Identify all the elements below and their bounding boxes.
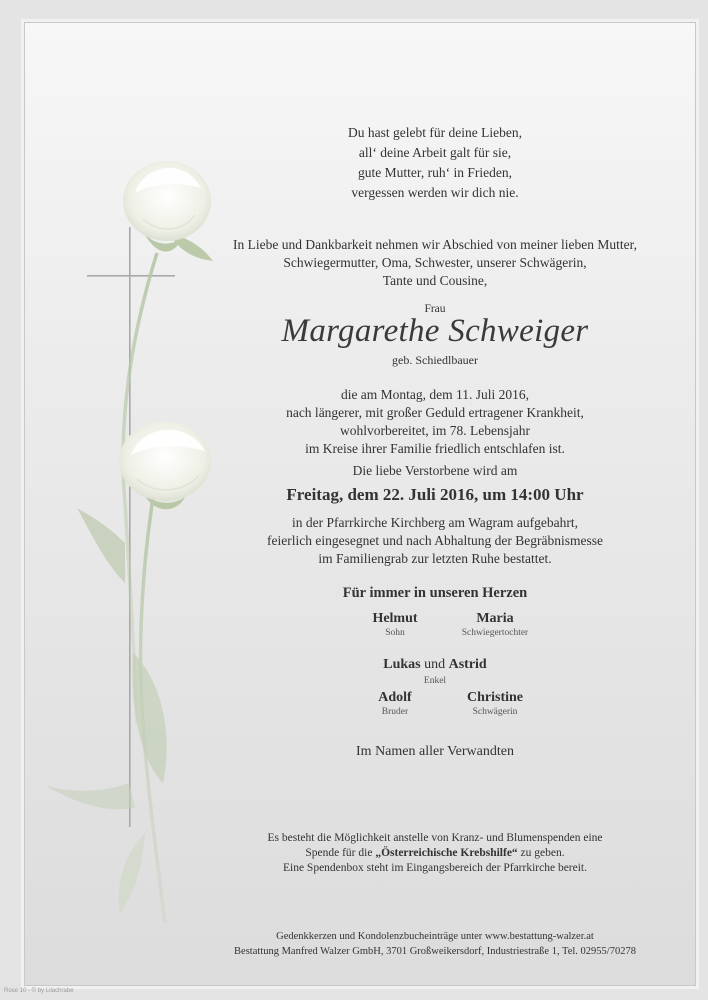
service-line: in der Pfarrkirche Kirchberg am Wagram aufgebahrt, [292, 515, 578, 530]
deceased-name: Margarethe Schweiger [281, 313, 589, 349]
rose-lower-icon [119, 421, 211, 509]
donation-text: Spende für die [305, 847, 376, 859]
salutation: Frau [424, 303, 446, 315]
donation-note [200, 831, 670, 876]
details-line: nach längerer, mit großer Geduld ertragener Krankheit, [286, 405, 584, 420]
mourner-relation: Bruder [381, 707, 409, 717]
image-credit: Rose 10 - © by Lilachrabe [4, 988, 74, 994]
death-details [200, 386, 670, 458]
intro-line: Tante und Cousine, [382, 273, 488, 288]
maiden-name: geb. Schiedlbauer [392, 353, 478, 367]
mourner-name: Lukas [383, 657, 421, 672]
donation-line: Es besteht die Möglichkeit anstelle von Kranz- und Blumenspenden eine [267, 832, 603, 844]
verse-line: gute Mutter, ruh‘ in Frieden, [358, 165, 512, 180]
intro-text [200, 236, 670, 290]
verse-line: all‘ deine Arbeit galt für sie, [358, 145, 512, 160]
undertaker-footer [200, 929, 670, 959]
donation-line: Eine Spendenbox steht im Eingangsbereich der Pfarrkirche bereit. [282, 862, 587, 874]
mourners-closing: Im Namen aller Verwandten [356, 744, 514, 759]
footer-line: Bestattung Manfred Walzer GmbH, 3701 Großweikersdorf, Industriestraße 1, Tel. 02955/70278 [234, 946, 636, 957]
name-joiner: und [424, 657, 446, 672]
mourner-christine [425, 690, 565, 717]
mourner-relation: Schwägerin [472, 707, 518, 717]
footer-line: Gedenkkerzen und Kondolenzbucheinträge unter www.bestattung-walzer.at [276, 931, 594, 942]
details-line: die am Montag, dem 11. Juli 2016, [340, 387, 530, 402]
funeral-notice: Die liebe Verstorbene wird am [352, 463, 518, 478]
mourners-heading: Für immer in unseren Herzen [342, 585, 528, 601]
mourner-grandchildren [200, 657, 670, 673]
mourner-name: Helmut [372, 611, 418, 626]
verse [200, 123, 670, 203]
parte-card [24, 22, 696, 986]
mourner-name: Christine [467, 690, 523, 705]
verse-line: vergessen werden wir dich nie. [351, 185, 519, 200]
mourner-relation: Sohn [385, 628, 405, 638]
funeral-date: Freitag, dem 22. Juli 2016, um 14:00 Uhr [286, 485, 584, 504]
service-line: feierlich eingesegnet und nach Abhaltung der Begräbnismesse [267, 533, 603, 548]
intro-line: In Liebe und Dankbarkeit nehmen wir Abschied von meiner lieben Mutter, [233, 237, 637, 252]
details-line: wohlvorbereitet, im 78. Lebensjahr [339, 423, 531, 438]
intro-line: Schwiegermutter, Oma, Schwester, unserer Schwägerin, [283, 255, 587, 270]
mourner-relation: Enkel [423, 676, 447, 686]
charity-name: „Österreichische Krebshilfe“ [375, 847, 518, 859]
donation-line [200, 846, 670, 861]
mourner-relation: Schwiegertochter [461, 628, 529, 638]
verse-line: Du hast gelebt für deine Lieben, [348, 125, 522, 140]
mourner-name: Adolf [378, 690, 412, 705]
mourner-name: Maria [476, 611, 514, 626]
donation-text: zu geben. [517, 847, 565, 859]
details-line: im Kreise ihrer Familie friedlich entschlafen ist. [305, 441, 565, 456]
mourner-name: Astrid [448, 657, 487, 672]
mourner-maria [425, 611, 565, 638]
funeral-service [200, 514, 670, 568]
service-line: im Familiengrab zur letzten Ruhe bestattet. [318, 551, 552, 566]
